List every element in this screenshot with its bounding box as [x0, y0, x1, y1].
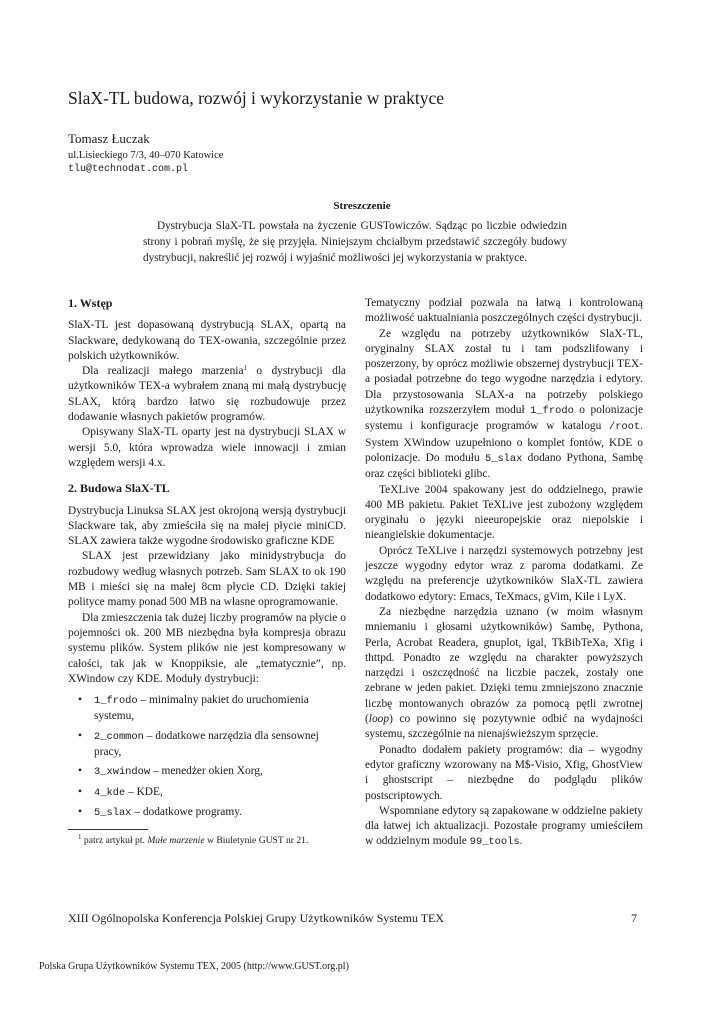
paragraph: TeXLive 2004 spakowany jest do oddzielnego, prawie 400 MB pakietu. Pakiet TeXLive jest zubożony względem oryginału o języki nieeuropejskie oraz niepolskie i nieangielskie dokumentacje.: [365, 483, 643, 542]
author-name: Tomasz Łuczak: [68, 131, 150, 146]
paragraph: Oprócz TeXLive i narzędzi systemowych potrzebny jest jeszcze wygodny edytor wraz z paroma dodatkami. Ze względu na preferencje użytkowników SlaX-TL zawiera dodatkowo edytory: Emacs, TeXmacs, gVim, Kile i LyX.: [365, 544, 643, 603]
section-2-heading: 2. Budowa SlaX-TL: [68, 481, 170, 496]
module-desc: – menedżer okien Xorg,: [150, 765, 263, 778]
bullet-icon: •: [78, 805, 82, 818]
paragraph: SLAX jest przewidziany jako minidystrybucja do rozbudowy według własnych potrzeb. Sam SLAX to ok 190 MB i mieści się na małej 8cm płycie CD. Dzięki takiej polityce mamy ponad 500 MB na własne oprogramowanie.: [68, 550, 346, 609]
footnote-title: Małe marzenie: [147, 835, 205, 847]
left-column: [68, 296, 346, 847]
paragraph: Tematyczny podział pozwala na łatwą i kontrolowaną możliwość uaktualniania poszczególnych części dystrybucji.: [365, 297, 643, 325]
section-1-heading: 1. Wstęp: [68, 296, 113, 310]
footnote-rule: [68, 829, 148, 830]
publisher-footer: Polska Grupa Użytkowników Systemu TEX, 2005 (http://www.GUST.org.pl): [39, 961, 349, 972]
list-item: [78, 693, 346, 725]
bullet-icon: •: [78, 785, 82, 798]
bullet-icon: •: [78, 694, 82, 707]
paragraph-text: Wspomniane edytory są zapakowane w oddzielne pakiety dla łatwej ich aktualizacji. Pozostałe programy umieściłem w oddzielnym module: [365, 804, 643, 848]
paragraph: Dla zmieszczenia tak dużej liczby programów na płycie o pojemności ok. 200 MB niezbędna była kompresja obrazu systemu plików. System plików nie jest kompresowany w całości, tak jak w Knoppiksie, ale „tematycznie”, np. XWindow czy KDE. Moduły dystrybucji:: [68, 611, 346, 685]
footnote-marker: 1: [243, 364, 248, 373]
footnote-number: 1: [78, 833, 82, 842]
list-item: [78, 785, 346, 801]
paragraph-text: dodano Pythona, Sambę oraz części biblioteki glibc.: [365, 451, 643, 481]
module-desc: – dodatkowe programy.: [131, 805, 243, 818]
module-code: 2_common: [94, 730, 144, 743]
module-code: 4_kde: [94, 786, 126, 799]
paragraph-text: o dystrybucji dla użytkowników TEX-a wybrałem znaną mi małą dystrybucję SLAX, którą bardzo łatwo się rozbudowuje przez dodawanie własnych pakietów programów.: [68, 365, 346, 424]
module-code: 1_frodo: [530, 405, 574, 418]
paragraph: Dystrybucja Linuksa SLAX jest okrojoną wersją dystrybucji Slackware tak, aby zmieściła się na małej płycie miniCD. SLAX zawiera także wygodne środowisko graficzne KDE: [68, 504, 346, 548]
footnote: [68, 834, 346, 847]
paragraph: Opisywany SlaX-TL oparty jest na dystrybucji SLAX w wersji 5.0, która wprowadza wiele innowacji i zmian względem wersji 4.x.: [68, 426, 346, 469]
module-code: 1_frodo: [94, 695, 138, 708]
paragraph: [365, 804, 643, 851]
emphasis: loop: [368, 713, 390, 726]
paragraph-text: ) co powinno się pozytywnie odbić na wydajności systemu, szczególnie na nienajświeższym sprzęcie.: [365, 713, 643, 741]
path-code: /root: [608, 421, 641, 434]
paragraph: [365, 605, 643, 743]
list-item: [78, 764, 346, 780]
author-email[interactable]: tlu@technodat.com.pl: [68, 164, 189, 175]
abstract-heading: Streszczenie: [333, 200, 391, 212]
paragraph: [68, 364, 346, 425]
module-desc: – KDE,: [125, 785, 163, 798]
footnote-text: patrz artykuł pt.: [81, 835, 148, 847]
conference-footer: XIII Ogólnopolska Konferencja Polskiej Grupy Użytkowników Systemu TEX: [68, 911, 445, 925]
paragraph-text: . System XWindow uzupełniono o komplet fontów, KDE o polonizacje. Do modułu: [365, 420, 643, 464]
module-code: 99_tools: [469, 836, 520, 849]
paragraph: [365, 327, 643, 483]
module-desc: – minimalny pakiet do uruchomienia systemu,: [94, 694, 309, 723]
module-code: 5_slax: [484, 452, 523, 465]
paragraph-text: .: [519, 835, 523, 848]
paragraph-text: Za niezbędne narzędzia uznano (w moim własnym mniemaniu i głosami użytkowników) Sambę, Pythona, Perla, Acrobat Readera, gnuplot, igal, TkBibTeXa, Xfig i thttpd. Ponadto ze względu na charakter powyższych narzędzi i oszczędność na liczbie paczek, zostały one zebrane w jeden pakiet. Dzięki temu zmniejszono znacznie liczbę montowanych obrazów za pomocą pętli zwrotnej (: [365, 605, 643, 726]
page-number: 7: [631, 911, 637, 925]
paper-title: SlaX-TL budowa, rozwój i wykorzystanie w praktyce: [68, 88, 444, 108]
footnote-text: w Biuletynie GUST nr 21.: [204, 835, 309, 847]
paragraph: SlaX-TL jest dopasowaną dystrybucją SLAX, opartą na Slackware, dedykowaną do TEX-owania, szczególnie przez polskich użytkowników.: [68, 319, 346, 362]
author-address: ul.Lisieckiego 7/3, 40–070 Katowice: [68, 150, 224, 161]
abstract-text: Dystrybucja SlaX-TL powstała na życzenie GUSTowiczów. Sądząc po liczbie odwiedzin strony i pobrań myślę, że się przyjęła. Niniejszym chciałbym przedstawić szczegóły budowy dystrybucji, nakreślić jej rozwój i wyjaśnić możliwości jej wykorzystania w praktyce.: [143, 220, 567, 264]
paragraph-text: o polonizacje systemu i konfiguracje programów w katalogu: [365, 404, 643, 433]
paragraph-text: Dla realizacji małego marzenia: [82, 365, 244, 378]
right-column: [365, 296, 643, 851]
bullet-icon: •: [78, 729, 82, 742]
paragraph: Ponadto dodałem pakiety programów: dia – wygodny edytor graficzny wzorowany na M$-Visio, Xfig, GhostView i ghostscript – niezbędne do podglądu plików postscriptowych.: [365, 743, 643, 802]
list-item: [78, 805, 346, 821]
bullet-icon: •: [78, 765, 82, 778]
module-list: [68, 693, 346, 821]
module-code: 5_slax: [94, 806, 132, 819]
module-desc: – dodatkowe narzędzia dla sensownej pracy,: [94, 729, 319, 759]
paragraph-text: Ze względu na potrzeby użytkowników SlaX-TL, oryginalny SLAX został tu i tam podszlifowany i poszerzony, by oprócz możliwie obszernej dystrybucji TEX-a posiadał potrzebne do tego wygodne narzędzia i edytory. Dla przystosowania SLAX-a na potrzeby polskiego użytkownika rozszerzyłem moduł: [365, 327, 643, 417]
list-item: [78, 729, 346, 761]
module-code: 3_xwindow: [94, 766, 151, 779]
